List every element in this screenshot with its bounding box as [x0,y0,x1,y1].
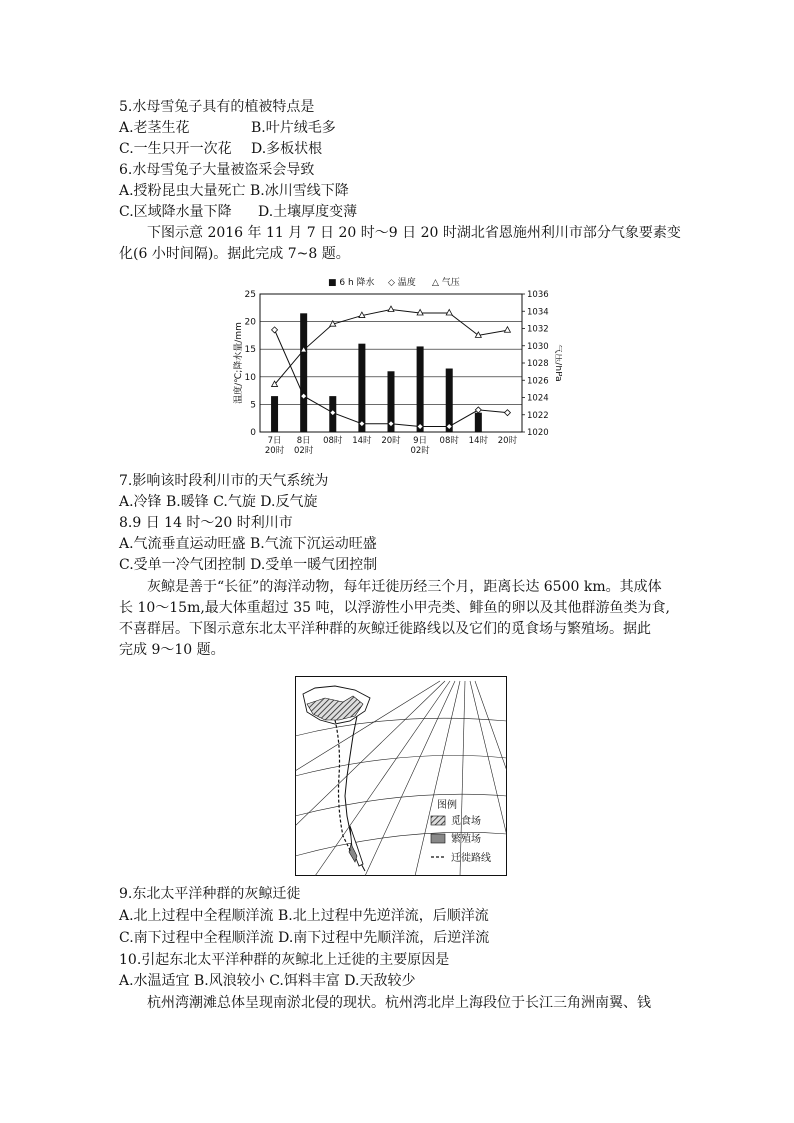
q6-option-d: D.土壤厚度变薄 [258,204,358,220]
temperature-point [272,327,278,333]
q7-stem: 7.影响该时段利川市的天气系统为 [119,473,329,489]
legend-route-label: 迁徙路线 [451,853,491,864]
x-tick-label: 02时 [410,446,430,456]
q9-stem: 9.东北太平洋种群的灰鲸迁徙 [119,886,301,902]
right-tick-label: 1032 [527,324,549,335]
x-tick-label: 08时 [323,436,343,446]
q9-options-cd: C.南下过程中全程顺洋流 D.南下过程中先顺洋流，后逆洋流 [119,930,490,946]
pressure-point [446,309,452,315]
migration-map-svg [295,676,507,876]
q8-stem: 8.9 日 14 时～20 时利川市 [119,515,293,531]
q6-stem: 6.水母雪兔子大量被盗采会导致 [119,162,315,178]
x-tick-label: 7日 [267,436,282,446]
q5-option-c: C.一生只开一次花 [119,141,232,157]
q8-options-cd: C.受单一冷气团控制 D.受单一暖气团控制 [119,557,378,573]
left-tick-label: 10 [244,372,256,383]
q6-option-c: C.区域降水量下降 [119,204,232,220]
q9-options-ab: A.北上过程中全程顺洋流 B.北上过程中先逆洋流，后顺洋流 [119,908,489,924]
precip-bar [417,346,424,432]
x-tick-label: 20时 [381,436,401,446]
right-tick-label: 1036 [527,290,549,300]
x-tick-label: 08时 [439,436,459,446]
right-tick-label: 1030 [527,341,549,352]
right-tick-label: 1026 [527,376,549,387]
x-tick-label: 20时 [264,446,285,456]
pressure-point [388,306,394,312]
x-tick-label: 8日 [296,436,311,446]
x-tick-label: 9日 [413,436,428,446]
legend-precip: ■ 6 h 降水 [328,278,375,288]
right-tick-label: 1034 [527,307,549,318]
x-tick-label: 02时 [294,446,314,456]
right-tick-label: 1022 [527,410,549,421]
legend-breeding-label: 繁殖场 [451,834,481,845]
intro-9-10-line1: 灰鲸是善于“长征”的海洋动物，每年迁徙历经三个月，距离长达 6500 km。其成体 [147,579,662,595]
legend-title: 图例 [437,800,457,811]
left-tick-label: 20 [244,317,256,328]
left-tick-label: 5 [250,400,256,411]
right-tick-label: 1024 [527,393,549,404]
precip-bar [271,396,278,432]
pressure-point [504,327,510,333]
x-tick-label: 14时 [468,436,488,446]
q10-options: A.水温适宜 B.风浪较小 C.饵料丰富 D.天敌较少 [119,973,416,989]
q5-option-b: B.叶片绒毛多 [251,120,336,136]
q6-options-ab: A.授粉昆虫大量死亡 B.冰川雪线下降 [119,183,349,199]
intro-9-10-line4: 完成 9～10 题。 [119,642,225,658]
left-tick-label: 15 [244,345,256,356]
right-tick-label: 1028 [527,359,549,369]
x-tick-label: 20时 [497,436,518,446]
legend-temp: ◇ 温度 [388,278,416,288]
gray-whale-migration-map [295,676,507,876]
left-tick-label: 0 [250,428,256,438]
temperature-point [504,410,510,416]
temperature-point [475,407,481,413]
precip-bar [358,344,365,432]
intro-7-8-line2: 化(6 小时间隔)。据此完成 7~8 题。 [119,246,350,262]
right-axis-title: 气压/hPa [553,344,562,382]
q5-option-a: A.老茎生花 [119,120,190,136]
weather-chart-svg [232,272,562,462]
q7-options: A.冷锋 B.暖锋 C.气旋 D.反气旋 [119,494,318,510]
left-axis-title: 温度/℃;降水量/mm [234,322,244,404]
intro-next-line1: 杭州湾潮滩总体呈现南淤北侵的现状。杭州湾北岸上海段位于长江三角洲南翼、钱 [147,995,651,1011]
intro-9-10-line2: 长 10～15m,最大体重超过 35 吨，以浮游性小甲壳类、鲱鱼的卵以及其他群游鱼类为食, [119,600,670,616]
q5-option-d: D.多板状根 [251,141,323,157]
intro-9-10-line3: 不喜群居。下图示意东北太平洋种群的灰鲸迁徙路线以及它们的觅食场与繁殖场。据此 [119,621,651,637]
q8-options-ab: A.气流垂直运动旺盛 B.气流下沉运动旺盛 [119,536,377,552]
weather-chart [232,272,562,462]
precip-bar [475,413,482,432]
q5-stem: 5.水母雪兔子具有的植被特点是 [119,99,315,115]
x-tick-label: 14时 [352,436,372,446]
left-tick-label: 25 [244,290,256,300]
intro-7-8-line1: 下图示意 2016 年 11 月 7 日 20 时～9 日 20 时湖北省恩施州利川市部分气象要素变 [147,225,681,241]
precip-bar [300,313,307,432]
precip-bar [446,369,453,432]
right-tick-label: 1020 [527,428,549,438]
legend-pressure: △ 气压 [432,278,460,288]
legend-feeding-label: 觅食场 [451,816,481,827]
q10-stem: 10.引起东北太平洋种群的灰鲸北上迁徙的主要原因是 [119,952,450,968]
